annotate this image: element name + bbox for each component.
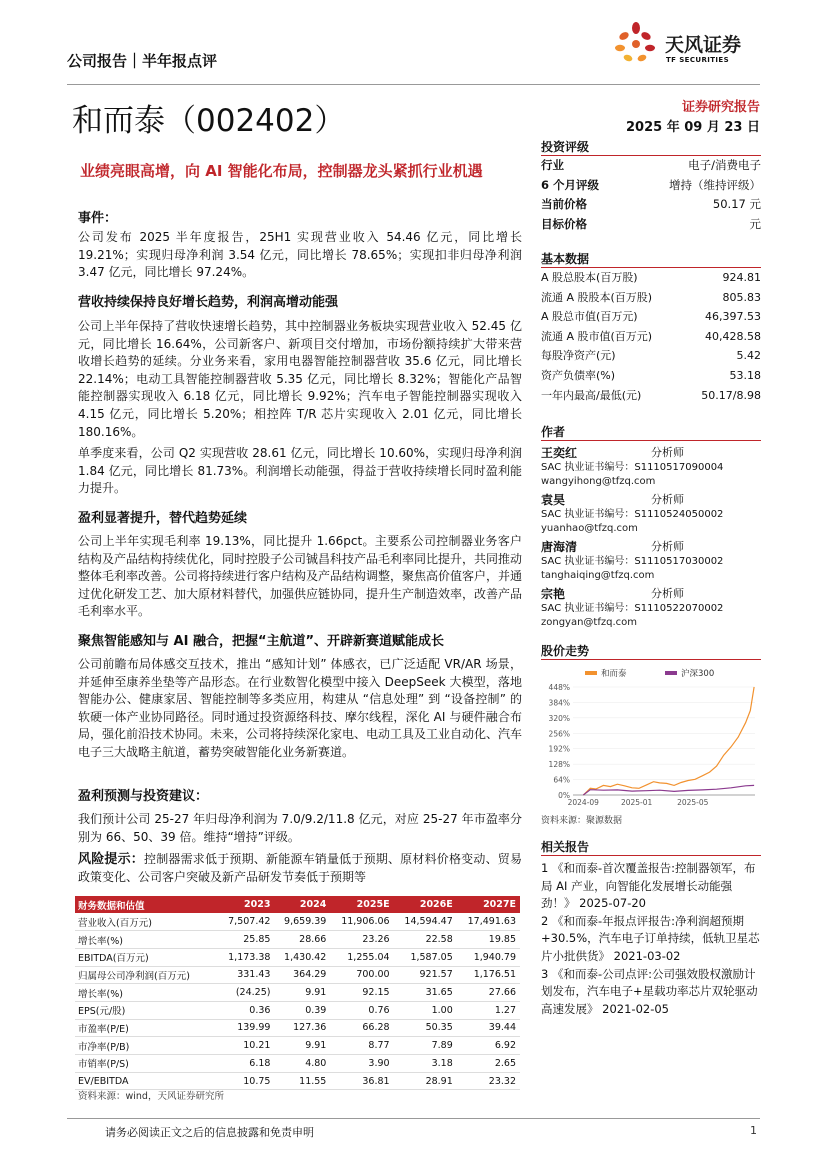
table-header-label: 财务数据和估值	[75, 896, 219, 913]
y-tick-label: 384%	[548, 698, 570, 708]
basic-row	[541, 346, 761, 366]
y-tick-label: 448%	[548, 683, 570, 692]
author-email[interactable]: yuanhao@tfzq.com	[541, 523, 638, 534]
related-title: 相关报告	[541, 838, 761, 856]
table-cell: 17,491.63	[457, 913, 520, 931]
table-cell: 25.85	[219, 931, 275, 949]
header-divider	[67, 84, 760, 85]
table-row	[75, 913, 520, 931]
y-tick-label: 256%	[548, 729, 570, 739]
section1-title: 营收持续保持良好增长趋势，利润高增动能强	[78, 295, 339, 310]
basic-row	[541, 366, 761, 386]
table-cell: 10.75	[219, 1072, 275, 1090]
basic-value: 924.81	[722, 271, 761, 284]
logo-mark-icon	[610, 20, 662, 72]
table-row	[75, 948, 520, 966]
chart-source: 资料来源：聚源数据	[541, 816, 623, 826]
logo-cn-text: 天风证券	[665, 34, 742, 56]
author-entry	[541, 445, 761, 489]
table-cell: 14,594.47	[394, 913, 457, 931]
table-cell: 1,940.79	[457, 948, 520, 966]
table-cell: 9,659.39	[274, 913, 330, 931]
table-cell: 4.80	[274, 1055, 330, 1073]
author-entry	[541, 492, 761, 536]
table-cell: 1,173.38	[219, 948, 275, 966]
related-report[interactable]	[541, 966, 761, 1019]
logo-en-text: TF SECURITIES	[666, 56, 730, 64]
table-row	[75, 984, 520, 1002]
table-cell: 28.91	[394, 1072, 457, 1090]
table-row-label: 增长率(%)	[75, 931, 219, 949]
table-source: 资料来源：wind，天风证券研究所	[78, 1091, 224, 1102]
table-cell: 23.26	[330, 931, 393, 949]
table-row-label: 增长率(%)	[75, 984, 219, 1002]
section2-para1: 公司上半年实现毛利率 19.13%，同比提升 1.66pct。主要系公司控制器业务客户结构及产品结构持续优化，同时控股子公司铖昌科技产品毛利率同比提升，共同推动整体毛利率改善。公司将持续进行客户结构及产品结构调整，聚焦高价值客户，并通过优化研发工艺、加大原材料替代，加强供应链协同，提升生产制造效率，改善产品毛利率水平。	[78, 534, 523, 619]
table-row-label: 市盈率(P/E)	[75, 1019, 219, 1037]
table-cell: 8.77	[330, 1037, 393, 1055]
basic-value: 50.17/8.98	[701, 388, 761, 402]
table-cell: 10.21	[219, 1037, 275, 1055]
rating-key: 行业	[541, 158, 564, 172]
rating-section	[541, 138, 761, 234]
table-cell: 3.18	[394, 1055, 457, 1073]
table-row-label: 营业收入(百万元)	[75, 913, 219, 931]
y-tick-label: 0%	[558, 791, 570, 800]
rating-key: 目标价格	[541, 216, 587, 231]
basic-title: 基本数据	[541, 250, 761, 268]
risk-text: 控制器需求低于预期、新能源车销量低于预期、原材料价格变动、贸易政策变化、公司客户突破及新产品研发节奏低于预期等	[78, 852, 522, 884]
rating-value: 电子/消费电子	[688, 158, 761, 172]
tf-logo	[610, 20, 760, 72]
section4-title: 盈利预测与投资建议：	[78, 789, 209, 804]
author-title: 作者	[541, 423, 761, 441]
event-title: 事件：	[78, 211, 118, 226]
table-header-year: 2024	[274, 896, 330, 913]
basic-row	[541, 307, 761, 327]
related-report-title: 3 《和而泰-公司点评:公司强效股权激励计划发布，汽车电子+星载功率芯片双轮驱动高速发展》	[541, 966, 758, 1016]
related-report-date: 2025-07-20	[579, 896, 646, 911]
table-cell: 9.91	[274, 984, 330, 1002]
basic-value: 40,428.58	[705, 329, 761, 343]
author-entry	[541, 586, 761, 630]
basic-row	[541, 268, 761, 288]
author-list	[541, 441, 761, 630]
rating-title: 投资评级	[541, 138, 761, 156]
table-row-label: EBITDA(百万元)	[75, 948, 219, 966]
related-report-title: 1 《和而泰-首次覆盖报告:控制器领军，布局 AI 产业，向智能化发展增长动能强劲！》	[541, 861, 756, 911]
footer-divider	[67, 1118, 760, 1119]
table-cell: 22.58	[394, 931, 457, 949]
basic-value: 46,397.53	[705, 310, 761, 324]
author-name	[541, 492, 761, 508]
table-cell: 9.91	[274, 1037, 330, 1055]
report-type: 证券研究报告	[681, 100, 760, 115]
headline: 业绩亮眼高增，向 AI 智能化布局，控制器龙头紧抓行业机遇	[80, 162, 483, 180]
event-text: 公司发布 2025 半年度报告，25H1 实现营业收入 54.46 亿元，同比增长 19.21%；实现归母净利润 3.54 亿元，同比增长 78.65%；实现扣非归母净利润 3.47 亿元，同比增长 97.24%。	[78, 230, 522, 280]
financial-table	[75, 896, 520, 1090]
risk-block	[78, 851, 522, 886]
price-chart	[541, 663, 761, 808]
table-header-year: 2026E	[394, 896, 457, 913]
table-cell: 27.66	[457, 984, 520, 1002]
table-cell: 1.00	[394, 1001, 457, 1019]
author-role: 分析师	[651, 540, 684, 553]
x-tick-label: 2025-05	[677, 798, 709, 807]
author-role: 分析师	[651, 587, 684, 600]
author-role: 分析师	[651, 446, 684, 459]
rating-key: 6 个月评级	[541, 177, 600, 192]
basic-key: 流通 A 股股本(百万股)	[541, 290, 653, 304]
rating-row	[541, 176, 761, 196]
author-cert: SAC 执业证书编号：S1110524050002	[541, 509, 724, 520]
table-cell: 92.15	[330, 984, 393, 1002]
table-cell: 1,176.51	[457, 966, 520, 984]
section3-title: 聚焦智能感知与 AI 融合，把握“主航道”、开辟新赛道赋能成长	[78, 634, 445, 649]
author-cert: SAC 执业证书编号：S1110517030002	[541, 556, 724, 567]
author-email[interactable]: wangyihong@tfzq.com	[541, 476, 656, 487]
basic-key: A 股总股本(百万股)	[541, 271, 638, 284]
table-cell: 921.57	[394, 966, 457, 984]
author-name-text: 宗艳	[541, 587, 566, 601]
y-tick-label: 128%	[548, 760, 570, 770]
table-cell: 6.18	[219, 1055, 275, 1073]
table-row-label: EPS(元/股)	[75, 1001, 219, 1019]
basic-key: 一年内最高/最低(元)	[541, 388, 642, 402]
risk-label: 风险提示：	[78, 852, 144, 867]
author-role: 分析师	[651, 493, 684, 506]
x-tick-label: 2025-01	[620, 798, 653, 807]
related-report-date: 2021-02-05	[602, 1001, 669, 1016]
table-cell: 39.44	[457, 1019, 520, 1037]
table-cell: 1,430.42	[274, 948, 330, 966]
table-cell: 36.81	[330, 1072, 393, 1090]
company-title: 和而泰（002402）	[72, 103, 346, 139]
basic-list	[541, 268, 761, 405]
y-tick-label: 64%	[553, 775, 570, 785]
table-cell: 11.55	[274, 1072, 330, 1090]
basic-key: A 股总市值(百万元)	[541, 310, 638, 324]
y-tick-label: 192%	[548, 744, 570, 754]
table-cell: 50.35	[394, 1019, 457, 1037]
price-title: 股价走势	[541, 642, 761, 660]
table-row-label: 市净率(P/B)	[75, 1037, 219, 1055]
table-row	[75, 1019, 520, 1037]
author-name	[541, 586, 761, 602]
price-section	[541, 642, 761, 660]
table-cell: 23.32	[457, 1072, 520, 1090]
rating-key: 当前价格	[541, 197, 587, 211]
table-cell: 364.29	[274, 966, 330, 984]
rating-row	[541, 156, 761, 176]
table-header-row	[75, 896, 520, 913]
related-report[interactable]	[541, 860, 761, 913]
section1-para1: 公司上半年保持了营收快速增长趋势，其中控制器业务板块实现营业收入 52.45 亿元，同比增长 16.64%，公司新客户、新项目交付增加，市场份额持续扩大带来营收增长趋势的延续。分业务来看，家用电器智能控制器营收 35.6 亿元，同比增长 22.14%；电动工具智能控制器营收 5.35 亿元，同比增长 8.32%；智能化产品智能控制器实现收入 6.18 亿元，同比增长 9.92%；汽车电子智能控制器实现收入 4.15 亿元，同比增长 5.20%；相控阵 T/R 芯片实现收入 2.01 亿元，同比增长 180.16%。	[78, 319, 522, 439]
basic-key: 每股净资产(元)	[541, 349, 616, 363]
table-cell: 66.28	[330, 1019, 393, 1037]
table-body	[75, 913, 520, 1090]
table-row-label: 市销率(P/S)	[75, 1055, 219, 1073]
table-cell: 31.65	[394, 984, 457, 1002]
author-cert: SAC 执业证书编号：S1110517090004	[541, 462, 724, 473]
related-report-title: 2 《和而泰-年报点评报告:净利润超预期+30.5%，汽车电子订单持续，低轨卫星芯片小批供货》	[541, 913, 760, 963]
table-cell: 28.66	[274, 931, 330, 949]
related-list	[541, 856, 761, 1018]
author-name	[541, 539, 761, 555]
table-header-year: 2027E	[457, 896, 520, 913]
table-row	[75, 1055, 520, 1073]
footer-disclaimer: 请务必阅读正文之后的信息披露和免责申明	[105, 1126, 314, 1139]
rating-row	[541, 195, 761, 215]
table-cell: 7.89	[394, 1037, 457, 1055]
basic-row	[541, 327, 761, 347]
y-tick-label: 320%	[548, 713, 570, 723]
basic-key: 资产负债率(%)	[541, 368, 616, 382]
basic-row	[541, 386, 761, 406]
breadcrumb: 公司报告｜半年报点评	[67, 52, 218, 70]
table-cell: 11,906.06	[330, 913, 393, 931]
rating-value: 增持（维持评级）	[669, 177, 761, 192]
table-cell: 139.99	[219, 1019, 275, 1037]
basic-section	[541, 250, 761, 405]
table-cell: 127.36	[274, 1019, 330, 1037]
section4-para1: 我们预计公司 25-27 年归母净利润为 7.0/9.2/11.8 亿元，对应 25-27 年市盈率分别为 66、50、39 倍。维持“增持”评级。	[78, 812, 522, 844]
table-cell: 6.92	[457, 1037, 520, 1055]
section1-para2: 单季度来看，公司 Q2 实现营收 28.61 亿元，同比增长 10.60%，实现归母净利润 1.84 亿元，同比增长 81.73%。利润增长动能强，得益于营收持续增长同时盈利能力提升。	[78, 446, 522, 496]
rating-list	[541, 156, 761, 234]
author-name	[541, 445, 761, 461]
basic-value: 53.18	[729, 368, 761, 382]
page-number: 1	[750, 1124, 757, 1137]
table-cell: 0.76	[330, 1001, 393, 1019]
basic-value: 805.83	[722, 290, 761, 304]
legend-swatch	[585, 671, 597, 675]
table-cell: 2.65	[457, 1055, 520, 1073]
basic-row	[541, 288, 761, 308]
rating-value: 50.17 元	[712, 197, 761, 211]
author-name-text: 唐海清	[541, 540, 578, 554]
author-email[interactable]: tanghaiqing@tfzq.com	[541, 570, 655, 581]
legend-label: 沪深300	[681, 669, 715, 679]
table-row	[75, 931, 520, 949]
table-row	[75, 966, 520, 984]
report-date: 2025 年 09 月 23 日	[626, 120, 760, 135]
table-cell: 1.27	[457, 1001, 520, 1019]
author-email[interactable]: zongyan@tfzq.com	[541, 617, 638, 628]
table-row-label: EV/EBITDA	[75, 1072, 219, 1090]
table-cell: (24.25)	[219, 984, 275, 1002]
table-cell: 0.39	[274, 1001, 330, 1019]
basic-value: 5.42	[736, 349, 761, 363]
x-tick-label: 2024-09	[567, 798, 599, 807]
table-cell: 1,587.05	[394, 948, 457, 966]
table-row-label: 归属母公司净利润(百万元)	[75, 966, 219, 984]
series-line-hrt	[583, 687, 754, 795]
section3-para1: 公司前瞻布局体感交互技术，推出 “感知计划” 体感衣，已广泛适配 VR/AR 场景，并延伸至康养坐垫等产品形态。在行业数智化模型中接入 DeepSeek 大模型，落地智能办公、健康家居、智能控制等多类应用，构建从 “信息处理” 到 “设备控制” 的软硬一体产业协同路径。同时通过投资源络科技、摩尔线程，深化 AI 与硬件融合布局，强化前沿技术协同。未来，公司将持续深化家电、电动工具及工业自动化、汽车电子三大战略主航道，蓄势突破智能化业务新赛道。	[78, 657, 523, 759]
author-entry	[541, 539, 761, 583]
table-cell: 1,255.04	[330, 948, 393, 966]
table-cell: 3.90	[330, 1055, 393, 1073]
table-row	[75, 1037, 520, 1055]
table-cell: 0.36	[219, 1001, 275, 1019]
rating-value: 元	[749, 216, 761, 231]
rating-row	[541, 215, 761, 235]
legend-swatch	[665, 671, 677, 675]
author-cert: SAC 执业证书编号：S1110522070002	[541, 603, 724, 614]
table-header-year: 2023	[219, 896, 275, 913]
table-cell: 331.43	[219, 966, 275, 984]
author-name-text: 袁昊	[541, 493, 566, 507]
section2-title: 盈利显著提升，替代趋势延续	[78, 511, 248, 526]
author-section	[541, 423, 761, 633]
related-report[interactable]	[541, 913, 761, 966]
related-report-date: 2021-03-02	[613, 948, 681, 963]
table-row	[75, 1001, 520, 1019]
table-cell: 7,507.42	[219, 913, 275, 931]
author-name-text: 王奕红	[541, 446, 578, 460]
legend-label: 和而泰	[601, 669, 627, 679]
related-section	[541, 838, 761, 1018]
table-cell: 700.00	[330, 966, 393, 984]
basic-key: 流通 A 股市值(百万元)	[541, 329, 653, 343]
table-cell: 19.85	[457, 931, 520, 949]
table-header-year: 2025E	[330, 896, 393, 913]
